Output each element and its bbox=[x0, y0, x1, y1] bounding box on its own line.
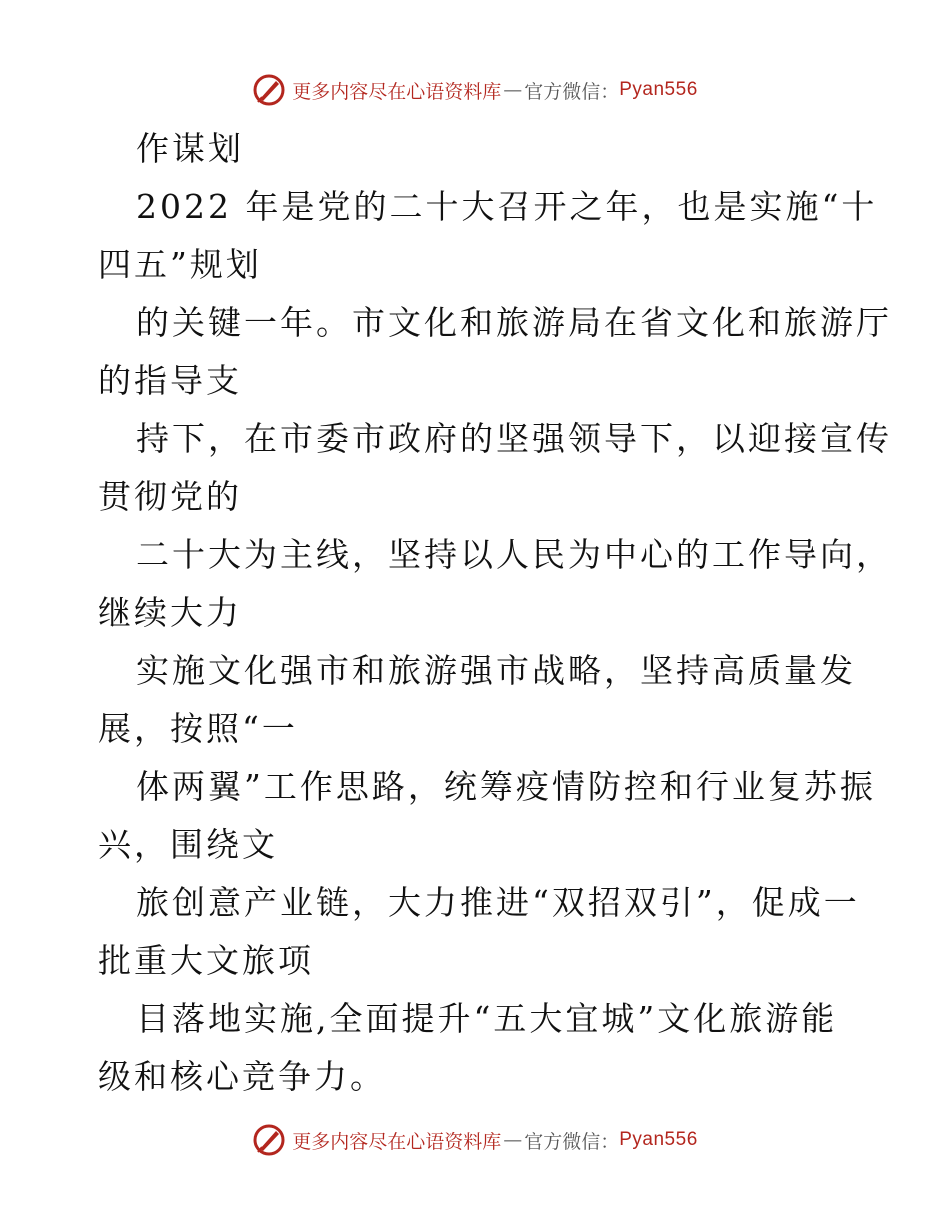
body-line: 持下，在市委市政府的坚强领导下，以迎接宣传 bbox=[136, 419, 892, 458]
body-line: 的关键一年。市文化和旅游局在省文化和旅游厅 bbox=[136, 303, 892, 342]
body-line: 的指导支 bbox=[98, 361, 242, 400]
banner-wechat-id: Pyan556 bbox=[619, 79, 698, 100]
quill-logo-icon bbox=[252, 73, 286, 107]
body-line: 四五”规划 bbox=[98, 245, 262, 284]
banner-wechat-label: 官方微信： bbox=[524, 80, 620, 103]
banner-separator: — bbox=[503, 1129, 523, 1151]
body-line: 旅创意产业链，大力推进“双招双引”，促成一 bbox=[136, 883, 860, 922]
body-line: 级和核心竞争力。 bbox=[98, 1057, 386, 1096]
body-line: 作谋划 bbox=[136, 129, 244, 168]
body-line: 继续大力 bbox=[98, 593, 242, 632]
header-banner bbox=[0, 70, 950, 110]
body-line: 兴，围绕文 bbox=[98, 825, 278, 864]
footer-banner bbox=[0, 1120, 950, 1160]
body-line: 二十大为主线，坚持以人民为中心的工作导向， bbox=[136, 535, 892, 574]
body-line: 展，按照“一 bbox=[98, 709, 298, 748]
document-body bbox=[98, 120, 892, 1106]
body-line: 2022 年是党的二十大召开之年，也是实施“十 bbox=[136, 187, 878, 226]
banner-separator: — bbox=[503, 79, 523, 101]
body-line: 目落地实施,全面提升“五大宜城”文化旅游能 bbox=[136, 999, 838, 1038]
body-line: 贯彻党的 bbox=[98, 477, 242, 516]
banner-wechat-label: 官方微信： bbox=[524, 1130, 620, 1153]
body-line: 实施文化强市和旅游强市战略，坚持高质量发 bbox=[136, 651, 856, 690]
banner-text: 更多内容尽在心语资料库 bbox=[292, 80, 502, 103]
banner-text: 更多内容尽在心语资料库 bbox=[292, 1130, 502, 1153]
quill-logo-icon bbox=[252, 1123, 286, 1157]
banner-wechat-id: Pyan556 bbox=[619, 1129, 698, 1150]
body-line: 体两翼”工作思路，统筹疫情防控和行业复苏振 bbox=[136, 767, 876, 806]
body-line: 批重大文旅项 bbox=[98, 941, 314, 980]
